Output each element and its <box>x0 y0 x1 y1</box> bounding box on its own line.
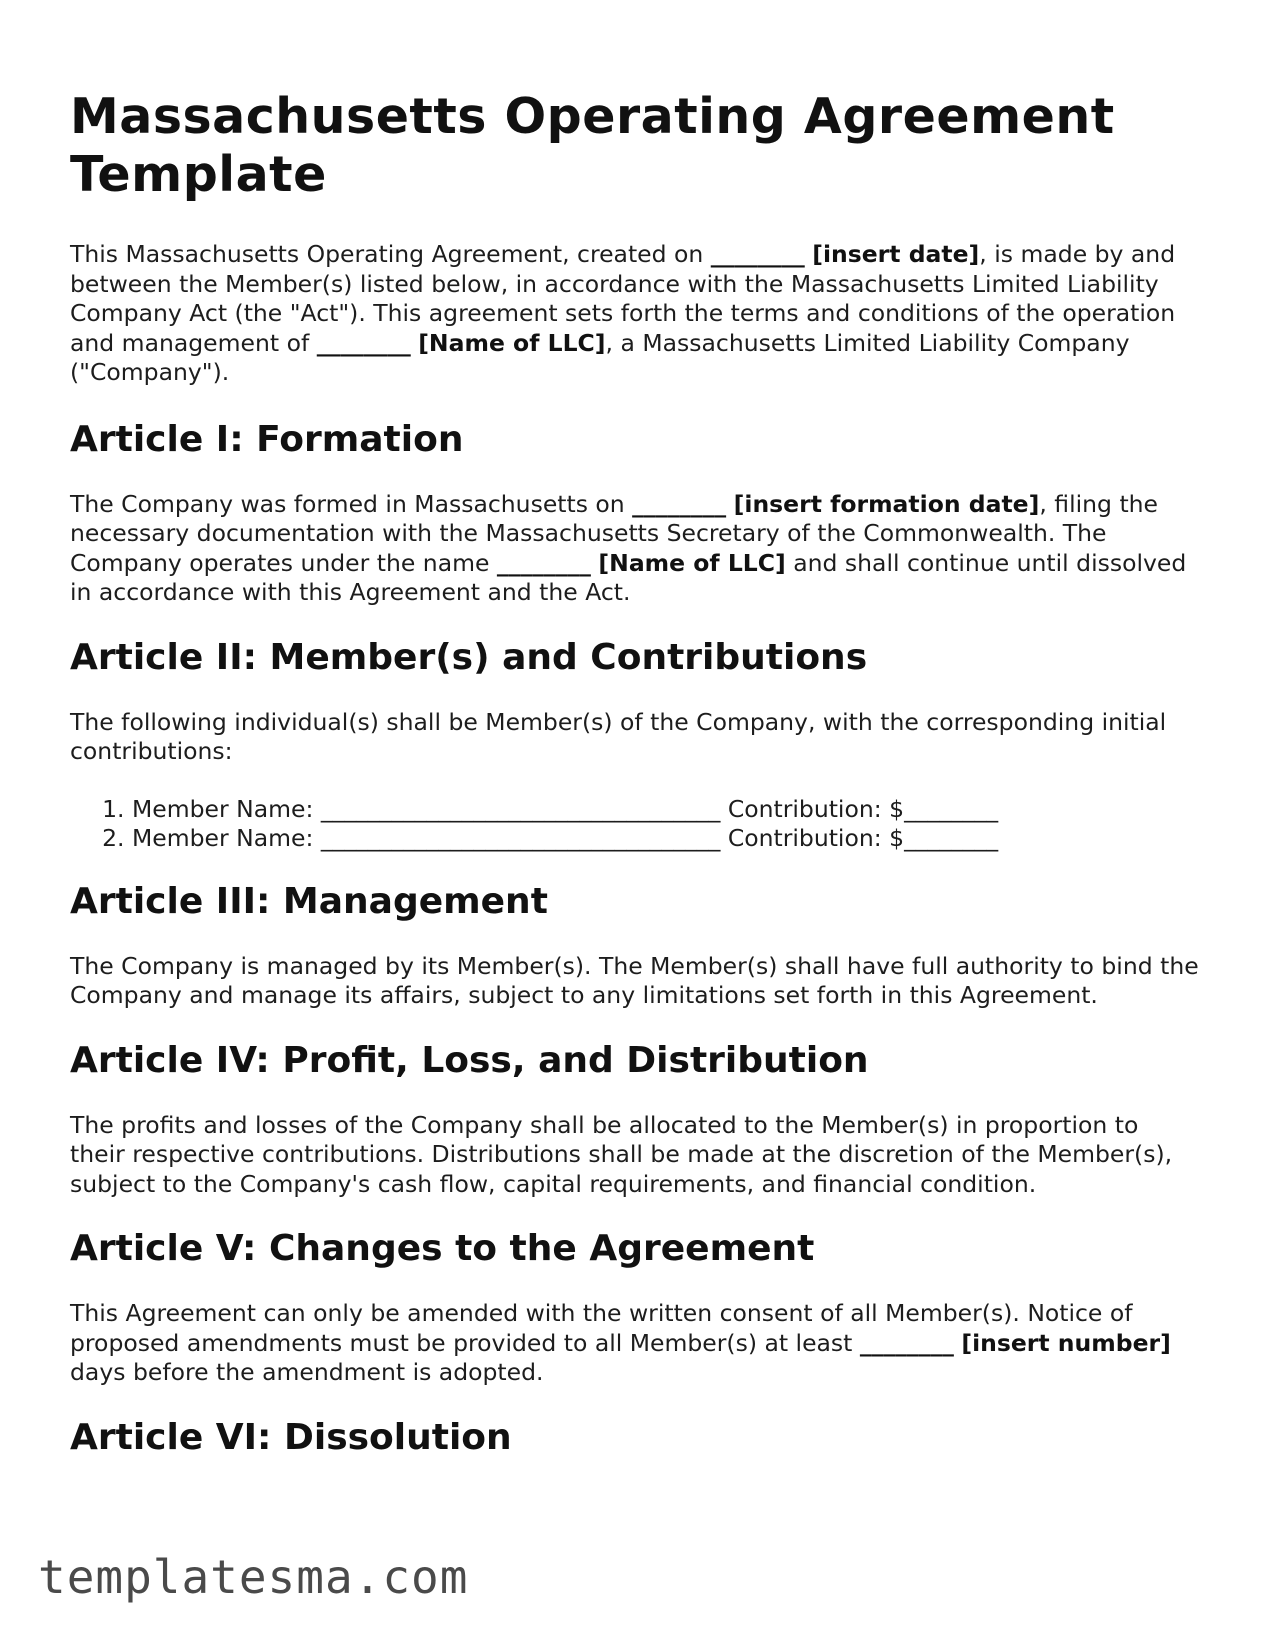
article-5-text-1: This Agreement can only be amended with the written consent of all Member(s). Notice of proposed amendments must be provided to all Member(s) at least <box>70 1299 1133 1357</box>
llc-name-blank: ________ <box>496 548 591 577</box>
article-4-heading: Article IV: Profit, Loss, and Distribution <box>70 1039 869 1081</box>
intro-paragraph <box>70 240 1200 388</box>
llc-name-placeholder: [Name of LLC] <box>418 328 606 357</box>
article-2-paragraph: The following individual(s) shall be Member(s) of the Company, with the corresponding initial contributions: <box>70 707 1167 765</box>
date-placeholder: [insert date] <box>812 240 980 268</box>
llc-name-blank: ________ <box>316 328 411 357</box>
article-3-heading: Article III: Management <box>70 880 548 922</box>
article-4-paragraph: The profits and losses of the Company shall be allocated to the Member(s) in proportion to their respective contributions. Distributions shall be made at the discretion of the Member(s), subject to the Company's cash flow, capital requirements, and financial condition. <box>70 1110 1173 1198</box>
date-blank: ________ <box>710 240 805 268</box>
intro-text-1: This Massachusetts Operating Agreement, created on <box>70 240 711 268</box>
formation-date-blank: ________ <box>632 489 727 518</box>
article-1-heading: Article I: Formation <box>70 418 464 460</box>
article-5-paragraph <box>70 1299 1200 1388</box>
document-page <box>70 88 1200 1488</box>
article-2-heading: Article II: Member(s) and Contributions <box>70 636 868 678</box>
article-1-paragraph <box>70 490 1200 608</box>
watermark: templatesma.com <box>38 1550 469 1604</box>
intro-text-3: , a Massachusetts Limited Liability Company ("Company"). <box>70 328 1130 386</box>
article-5-text-2: days before the amendment is adopted. <box>70 1358 544 1386</box>
list-item: 2. Member Name: __________________________________ Contribution: $________ <box>132 824 1200 854</box>
document-title: Massachusetts Operating Agreement Template <box>70 88 1115 203</box>
days-placeholder: [insert number] <box>961 1328 1171 1357</box>
list-item: 1. Member Name: __________________________________ Contribution: $________ <box>132 795 1200 825</box>
article-1-text-2: , filing the necessary documentation with the Massachusetts Secretary of the Commonwealth. The Company operates under the name <box>70 489 1159 577</box>
days-blank: ________ <box>859 1328 954 1357</box>
article-1-text-3: and shall continue until dissolved in accordance with this Agreement and the Act. <box>70 548 1187 606</box>
article-1-text-1: The Company was formed in Massachusetts on <box>70 489 633 518</box>
article-6-heading: Article VI: Dissolution <box>70 1416 512 1458</box>
intro-text-2: , is made by and between the Member(s) listed below, in accordance with the Massachusetts Limited Liability Company Act (the "Act"). This agreement sets forth the terms and conditions of the operation and management of <box>70 240 1176 357</box>
member-list <box>70 795 1200 854</box>
article-3-paragraph: The Company is managed by its Member(s). The Member(s) shall have full authority to bind the Company and manage its affairs, subject to any limitations set forth in this Agreement. <box>70 951 1199 1009</box>
formation-date-placeholder: [insert formation date] <box>733 489 1040 518</box>
article-5-heading: Article V: Changes to the Agreement <box>70 1228 815 1269</box>
llc-name-placeholder: [Name of LLC] <box>598 548 786 577</box>
